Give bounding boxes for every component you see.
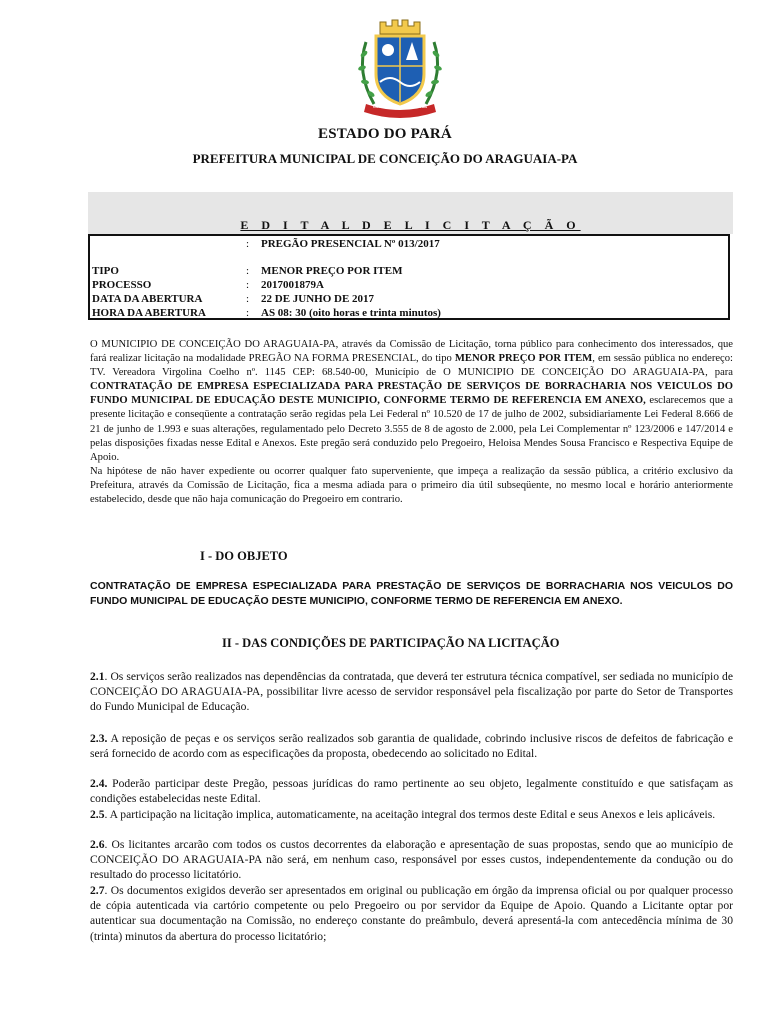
clause-number: 2.7 [90,884,105,897]
intro-p1-b: MENOR PREÇO POR ITEM [454,353,593,365]
clause-text: . Os licitantes arcarão com todos os custos decorrentes da elaboração e apresentação de suas propostas, sendo que ao município de CONCEIÇÃO DO ARAGUAIA-PA não será, em nenhum caso, responsável por esses custos, independentemente da condução ou do resultado do processo licitatório. [90,838,733,882]
info-label-tipo: TIPO [92,265,119,277]
info-value-hora: AS 08: 30 (oito horas e trinta minutos) [261,307,441,319]
info-value-processo: 2017001879A [261,279,324,291]
state-title: ESTADO DO PARÁ [318,126,452,142]
clause-number: 2.3. [90,732,108,745]
clause-2-1 [90,669,733,715]
clause-2-5 [90,807,733,822]
clause-text: . A participação na licitação implica, automaticamente, na aceitação integral dos termos deste Edital e seus Anexos e leis aplicáveis. [104,808,716,821]
prefecture-title: PREFEITURA MUNICIPAL DE CONCEIÇÃO DO ARAGUAIA-PA [192,151,578,166]
objeto-heading: I - DO OBJETO [200,549,288,563]
condicoes-heading: II - DAS CONDIÇÕES DE PARTICIPAÇÃO NA LICITAÇÃO [222,636,560,650]
clause-text: . Os serviços serão realizados nas dependências da contratada, que deverá ter estrutura técnica compatível, ser sediada no município de CONCEIÇÃO DO ARAGUAIA-PA, possibilitar livre acesso de servidor responsável pela fiscalização por parte do Setor de Transportes do Fundo Municipal de Educação. [90,670,733,714]
edital-title: E D I T A L D E L I C I T A Ç Ã O [240,218,581,232]
info-colon: : [246,279,250,291]
clause-number: 2.5 [90,808,105,821]
intro-text [90,338,733,507]
intro-p1-a: O MUNICIPIO DE CONCEIÇÃO DO ARAGUAIA-PA, através da Comissão de Licitação, torna público para conhecimento dos interessados, que fará realizar licitação na modalidade PREGÃO NA FORMA PRESENCIAL, do tipo [90,339,733,365]
info-value-tipo: MENOR PREÇO POR ITEM [261,265,403,277]
info-label-hora: HORA DA ABERTURA [92,307,206,319]
clause-2-6 [90,837,733,883]
clause-2-7 [90,883,733,944]
info-value-pregao: PREGÃO PRESENCIAL Nº 013/2017 [261,238,440,250]
intro-p1-d: CONTRATAÇÃO DE EMPRESA ESPECIALIZADA PARA PRESTAÇÃO DE SERVIÇOS DE BORRACHARIA NOS VEICULOS DO FUNDO MUNICIPAL DE EDUCAÇÃO DESTE MUNICIPIO, CONFORME TERMO DE REFERENCIA EM ANEXO, [90,381,733,407]
intro-p2: Na hipótese de não haver expediente ou ocorrer qualquer fato superveniente, que impeça a realização da sessão pública, a critério exclusivo da Prefeitura, através da Comissão de Licitação, fica a mesma adiada para o primeiro dia útil subseqüente, no mesmo local e horário anteriormente estabelecido, desde que não haja comunicação do Pregoeiro em contrario. [90,465,733,506]
clause-number: 2.1 [90,670,105,683]
info-label-processo: PROCESSO [92,279,152,291]
objeto-text: CONTRATAÇÃO DE EMPRESA ESPECIALIZADA PARA PRESTAÇÃO DE SERVIÇOS DE BORRACHARIA NOS VEICULOS DO FUNDO MUNICIPAL DE EDUCAÇÃO DESTE MUNICIPIO, CONFORME TERMO DE REFERENCIA EM ANEXO. [90,580,733,607]
clause-2-4 [90,776,733,806]
clause-number: 2.6 [90,838,105,851]
info-colon: : [246,265,250,277]
clause-text: Poderão participar deste Pregão, pessoas jurídicas do ramo pertinente ao seu objeto, legalmente constituído e que satisfaçam as condições estabelecidas neste Edital. [90,777,733,806]
info-colon: : [246,238,250,250]
clause-text: A reposição de peças e os serviços serão realizados sob garantia de qualidade, cobrindo inclusive riscos de defeitos de fabricação e será fornecido de acordo com as especificações da proposta, obedecendo ao solicitado no Edital. [90,732,733,761]
info-label-data: DATA DA ABERTURA [92,293,203,305]
clause-2-3 [90,731,733,761]
info-colon: : [246,293,250,305]
clause-text: . Os documentos exigidos deverão ser apresentados em original ou publicação em órgão da imprensa oficial ou por qualquer processo de cópia autenticada via cartório competente ou pelo Pregoeiro ou por servidor da Equipe de Apoio. Quando a Licitante optar por autenticar sua documentação na Comissão, no endereço constante do preâmbulo, deverá apresentá-la com antecedência mínima de 30 (trinta) minutos da abertura do processo licitatório; [90,884,733,943]
clause-number: 2.4. [90,777,108,790]
info-colon: : [246,307,250,319]
info-value-data: 22 DE JUNHO DE 2017 [261,293,375,305]
intro-p1-e: esclarecemos que a presente licitação e conseqüente a contratação serão regidas pela Lei Federal nº 10.520 de 17 de julho de 2002, subsidiariamente Lei Federal 8.666 de 21 de junho de 1.993 e suas alterações, regulamentado pelo Decreto 3.555 de 8 de agosto de 2.000, pela Lei Complementar nº 123/2006 e 147/2014 e pelas disposições fixadas nesse Edital e Anexos. Este pregão será conduzido pelo Pregoeiro, Heloisa Mendes Sousa Francisco e Respectiva Equipe de Apoio. [90,395,733,463]
crest-motto: CONCEIÇÃO DO ARAGUAIA [372,104,428,109]
intro-p1-c: , em sessão pública no endereço: TV. Vereadora Virgolina Coelho nº. 1145 CEP: 68.540-00, Município de O MUNICIPIO DE CONCEIÇÃO DO ARAGUAIA-PA, para [90,353,733,379]
